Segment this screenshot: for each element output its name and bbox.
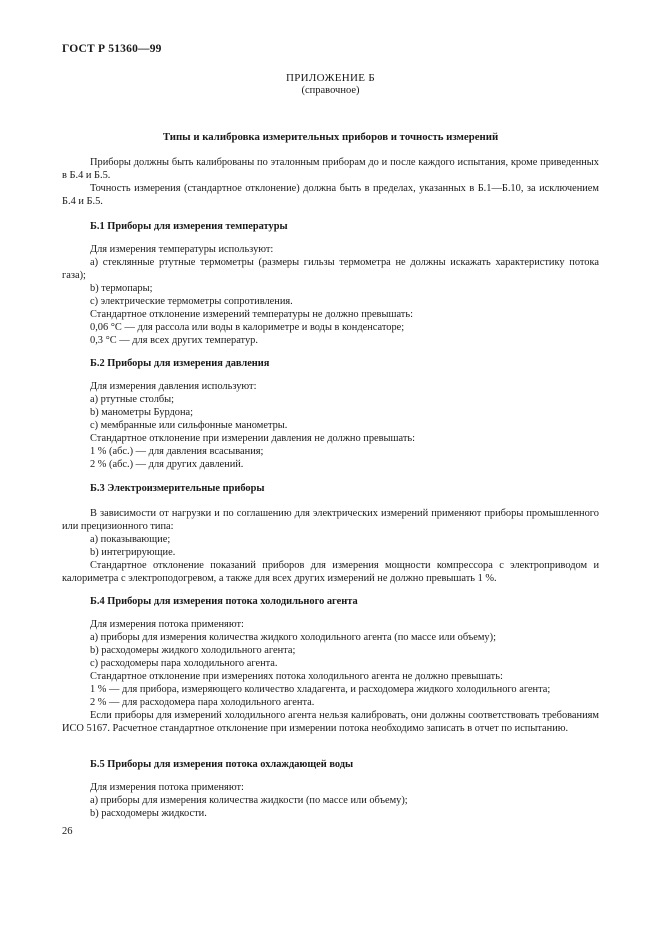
b5-lead: Для измерения потока применяют: <box>90 782 244 793</box>
b4-item-b: b) расходомеры жидкого холодильного агента; <box>90 645 296 656</box>
b1-item-a: а) стеклянные ртутные термометры (размеры гильзы термометра не должны искажать характеристику потока газа); <box>62 257 599 281</box>
appendix-note: (справочное) <box>301 85 360 96</box>
section-b1-heading: Б.1 Приборы для измерения температуры <box>90 221 288 232</box>
section-b4-heading: Б.4 Приборы для измерения потока холодильного агента <box>90 596 358 607</box>
section-b1-body <box>62 243 599 347</box>
b1-deviation-lead: Стандартное отклонение измерений температуры не должно превышать: <box>90 309 413 320</box>
b2-item-b: b) манометры Бурдона; <box>90 407 194 418</box>
b4-deviation-1: 1 % — для прибора, измеряющего количество хладагента, и расходомера жидкого холодильного агента; <box>90 684 551 695</box>
b2-deviation-2: 2 % (абс.) — для других давлений. <box>90 459 244 470</box>
b1-item-b: b) термопары; <box>90 283 153 294</box>
intro-block <box>62 156 599 208</box>
b3-item-a: а) показывающие; <box>90 534 171 545</box>
b4-deviation-2: 2 % — для расходомера пара холодильного агента. <box>90 697 315 708</box>
section-b2-heading: Б.2 Приборы для измерения давления <box>90 358 270 369</box>
page-number: 26 <box>62 826 73 837</box>
b2-item-c: c) мембранные или сильфонные манометры. <box>90 420 288 431</box>
section-b3-heading: Б.3 Электроизмерительные приборы <box>90 483 265 494</box>
main-title: Типы и калибровка измерительных приборов и точность измерений <box>162 131 499 143</box>
b1-lead: Для измерения температуры используют: <box>90 244 274 255</box>
b2-deviation-lead: Стандартное отклонение при измерении давления не должно превышать: <box>90 433 416 444</box>
standard-code: ГОСТ Р 51360—99 <box>62 43 162 55</box>
b3-paragraph-2: Стандартное отклонение показаний приборов для измерения мощности компрессора с электроприводом и калориметра с электроподогревом, а также для всех других измерений не должно превышать 1 %. <box>62 560 599 584</box>
section-b5-body <box>62 781 599 820</box>
b1-item-c: c) электрические термометры сопротивления. <box>90 296 293 307</box>
b4-lead: Для измерения потока применяют: <box>90 619 244 630</box>
b5-item-b: b) расходомеры жидкости. <box>90 808 207 819</box>
section-b5-heading: Б.5 Приборы для измерения потока охлаждающей воды <box>90 759 354 770</box>
b4-paragraph-last: Если приборы для измерений холодильного агента нельзя калибровать, они должны соответствовать требованиям ИСО 5167. Расчетное стандартное отклонение при измерении потока необходимо записать в отчет по испытанию. <box>62 710 599 734</box>
b3-paragraph-1: В зависимости от нагрузки и по соглашению для электрических измерений применяют приборы промышленного или прецизионного типа: <box>62 508 599 532</box>
b1-deviation-2: 0,3 °С — для всех других температур. <box>90 335 258 346</box>
b4-item-c: c) расходомеры пара холодильного агента. <box>90 658 278 669</box>
b1-deviation-1: 0,06 °С — для рассола или воды в калориметре и воды в конденсаторе; <box>90 322 405 333</box>
intro-paragraph-1: Приборы должны быть калиброваны по эталонным приборам до и после каждого испытания, кроме приведенных в Б.4 и Б.5. <box>62 157 599 181</box>
b2-deviation-1: 1 % (абс.) — для давления всасывания; <box>90 446 264 457</box>
section-b3-body <box>62 507 599 585</box>
section-b2-body <box>62 380 599 471</box>
b4-deviation-lead: Стандартное отклонение при измерениях потока холодильного агента не должно превышать: <box>90 671 503 682</box>
b2-item-a: а) ртутные столбы; <box>90 394 175 405</box>
b3-item-b: b) интегрирующие. <box>90 547 176 558</box>
intro-paragraph-2: Точность измерения (стандартное отклонение) должна быть в пределах, указанных в Б.1—Б.10, за исключением Б.4 и Б.5. <box>62 183 599 207</box>
b4-item-a: а) приборы для измерения количества жидкого холодильного агента (по массе или объему); <box>90 632 496 643</box>
section-b4-body <box>62 618 599 735</box>
b5-item-a: а) приборы для измерения количества жидкости (по массе или объему); <box>90 795 408 806</box>
appendix-title: ПРИЛОЖЕНИЕ Б <box>286 72 375 84</box>
b2-lead: Для измерения давления используют: <box>90 381 257 392</box>
